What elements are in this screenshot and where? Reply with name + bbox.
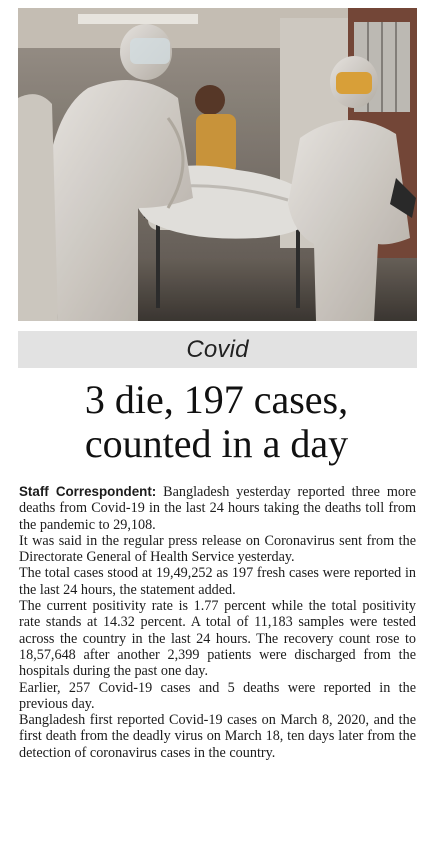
news-photo-illustration — [18, 8, 417, 321]
news-photo — [18, 8, 417, 321]
headline-line-1: 3 die, 197 cases, — [84, 377, 349, 422]
article-paragraph: Bangladesh first reported Covid-19 cases on March 8, 2020, and the first death from the deadly virus on March 18, ten days later from the detection of coronavirus cases in the country. — [19, 712, 416, 761]
section-kicker-bar — [18, 331, 417, 368]
lead-text: Bangladesh yesterday reported three more deaths from Covid-19 in the last 24 hours taking the deaths toll from the pandemic to 29,108. — [19, 484, 416, 533]
article-paragraph: It was said in the regular press release on Coronavirus sent from the Directorate General of Health Service yesterday. — [19, 532, 416, 566]
article-paragraph: The total cases stood at 19,49,252 as 197 fresh cases were reported in the last 24 hours, the statement added. — [19, 565, 416, 598]
article-lead-paragraph — [19, 484, 416, 533]
article-body — [19, 484, 416, 761]
article-paragraph: Earlier, 257 Covid-19 cases and 5 deaths were reported in the previous day. — [19, 679, 416, 712]
section-kicker: Covid — [186, 335, 249, 363]
headline — [14, 378, 419, 466]
byline: Staff Correspondent: — [19, 484, 157, 499]
headline-line-2: counted in a day — [84, 421, 349, 466]
article-paragraph: The current positivity rate is 1.77 percent while the total positivity rate stands at 14.32 percent. A total of 11,183 samples were tested across the country in the last 24 hours. The recovery count rose to 18,57,648 after another 2,399 patients were discharged from the hospitals during the past one day. — [19, 598, 416, 680]
